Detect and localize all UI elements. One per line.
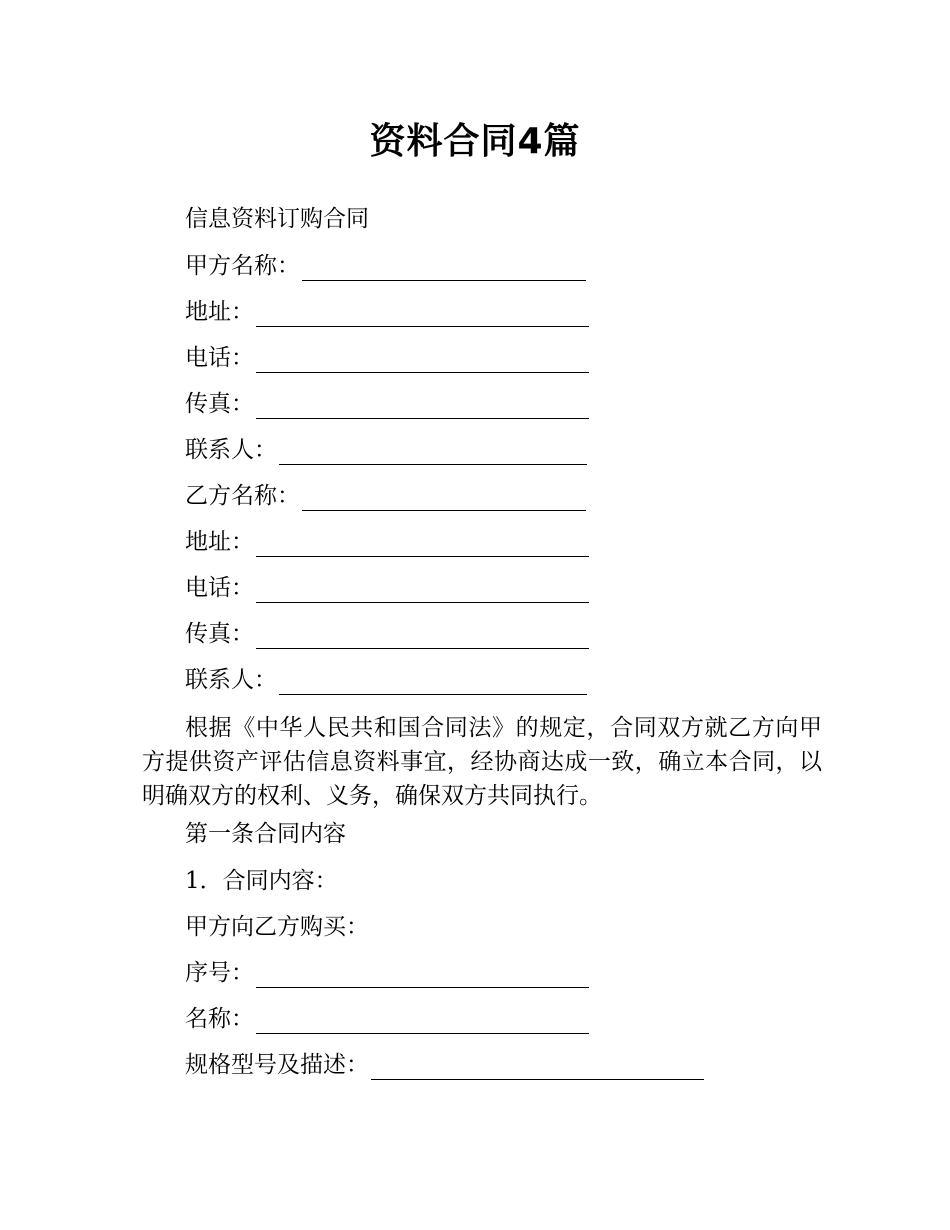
article1-item1-text: 1．合同内容： xyxy=(185,868,338,894)
serial-blank xyxy=(256,963,589,988)
party-b-fax-label: 传真： xyxy=(185,621,254,647)
party-a-contact-row xyxy=(185,435,587,465)
party-a-name-row xyxy=(185,251,586,281)
party-b-phone-blank xyxy=(256,578,589,603)
contract-subtitle xyxy=(185,204,369,234)
party-a-name-blank xyxy=(302,256,586,281)
serial-row xyxy=(185,958,589,988)
article1-item1 xyxy=(185,866,338,896)
party-b-address-label: 地址： xyxy=(185,529,254,555)
party-a-contact-label: 联系人： xyxy=(185,437,277,463)
article1-heading xyxy=(185,819,346,849)
item-name-blank xyxy=(256,1009,589,1034)
article1-heading-text: 第一条合同内容 xyxy=(185,821,346,847)
party-b-contact-blank xyxy=(279,670,587,695)
party-b-fax-blank xyxy=(256,624,589,649)
spec-row xyxy=(185,1050,704,1080)
spec-label: 规格型号及描述： xyxy=(185,1052,369,1078)
party-b-phone-label: 电话： xyxy=(185,575,254,601)
party-b-name-row xyxy=(185,481,586,511)
spec-blank xyxy=(371,1055,704,1080)
party-a-address-label: 地址： xyxy=(185,299,254,325)
serial-label: 序号： xyxy=(185,960,254,986)
party-b-name-label: 乙方名称： xyxy=(185,483,300,509)
party-a-fax-blank xyxy=(256,394,589,419)
party-b-contact-label: 联系人： xyxy=(185,667,277,693)
party-b-fax-row xyxy=(185,619,589,649)
party-a-contact-blank xyxy=(279,440,587,465)
party-b-address-blank xyxy=(256,532,589,557)
party-b-address-row xyxy=(185,527,589,557)
page-title: 资料合同4篇 xyxy=(369,121,581,162)
subtitle-text: 信息资料订购合同 xyxy=(185,206,369,232)
party-b-name-blank xyxy=(302,486,586,511)
party-a-phone-label: 电话： xyxy=(185,345,254,371)
purchase-line-text: 甲方向乙方购买： xyxy=(185,914,369,940)
purchase-line xyxy=(185,912,369,942)
party-a-name-label: 甲方名称： xyxy=(185,253,300,279)
party-a-address-row xyxy=(185,297,589,327)
item-name-label: 名称： xyxy=(185,1006,254,1032)
preamble-paragraph: 根据《中华人民共和国合同法》的规定，合同双方就乙方向甲方提供资产评估信息资料事宜，经协商达成一致，确立本合同，以明确双方的权利、义务，确保双方共同执行。 xyxy=(142,715,822,809)
party-b-phone-row xyxy=(185,573,589,603)
party-a-phone-blank xyxy=(256,348,589,373)
item-name-row xyxy=(185,1004,589,1034)
party-a-fax-label: 传真： xyxy=(185,391,254,417)
party-a-fax-row xyxy=(185,389,589,419)
party-a-phone-row xyxy=(185,343,589,373)
party-a-address-blank xyxy=(256,302,589,327)
party-b-contact-row xyxy=(185,665,587,695)
